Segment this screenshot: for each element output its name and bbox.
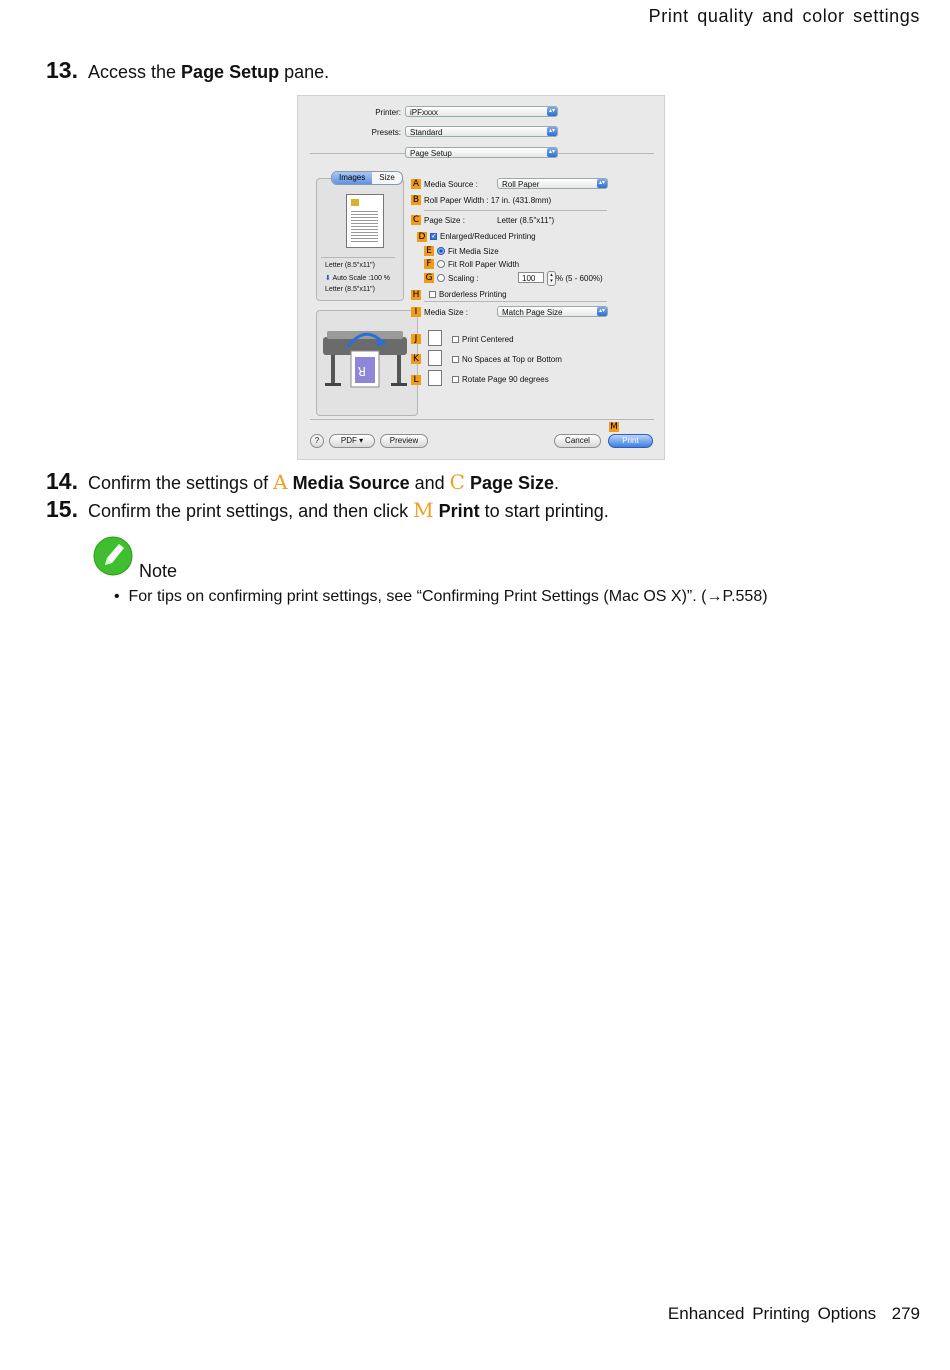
no-spaces-icon	[428, 350, 442, 366]
printer-leg-right	[397, 355, 401, 385]
fit-roll-width-radio[interactable]: Fit Roll Paper Width	[437, 260, 519, 269]
checkbox-icon[interactable]	[452, 376, 459, 383]
printer-popup[interactable]	[405, 106, 558, 117]
presets-popup[interactable]	[405, 126, 558, 137]
popup-arrow-icon: ▴▾	[598, 308, 606, 314]
step-13	[46, 57, 329, 84]
cancel-button[interactable]: Cancel	[554, 434, 601, 448]
tag-a: A	[412, 179, 420, 189]
preview-info-3: Letter (8.5"x11")	[325, 286, 375, 293]
popup-arrow-icon: ▴▾	[548, 149, 556, 155]
printer-illustration-panel	[316, 310, 418, 416]
step-14	[46, 468, 559, 495]
printer-illustration	[317, 311, 417, 415]
help-button[interactable]: ?	[310, 434, 324, 448]
pane-popup[interactable]	[405, 147, 558, 158]
presets-label: Presets:	[371, 128, 401, 137]
popup-arrow-icon: ▴▾	[598, 180, 606, 186]
step-15	[46, 496, 609, 523]
page-setup-dialog	[297, 95, 665, 460]
marker-c: C	[449, 470, 465, 494]
scaling-radio[interactable]: Scaling :	[437, 274, 479, 283]
page-number: 279	[891, 1304, 920, 1323]
tab-size[interactable]: Size	[379, 173, 395, 182]
separator	[424, 210, 607, 211]
page-size-value: Letter (8.5"x11")	[497, 216, 555, 225]
note-text: For tips on confirming print settings, see “Confirming Print Settings (Mac OS X)”. (→P.558)	[128, 588, 768, 605]
thumbnail-image-icon	[351, 199, 359, 206]
popup-arrow-icon: ▴▾	[548, 128, 556, 134]
separator	[321, 257, 395, 258]
tab-bar	[331, 171, 403, 185]
footer-section: Enhanced Printing Options	[667, 1304, 877, 1323]
step-text: Confirm the settings of	[88, 473, 274, 493]
media-source-label: Media Source :	[424, 180, 478, 189]
preview-panel	[316, 178, 404, 301]
print-centered-checkbox[interactable]: Print Centered	[452, 335, 514, 344]
checkbox-icon[interactable]	[452, 356, 459, 363]
scaling-stepper[interactable]: ▴ ▾	[547, 271, 556, 286]
tab-images[interactable]: Images	[332, 172, 372, 184]
arrow-down-icon: ⬇	[325, 275, 331, 282]
step-text-end: to start printing.	[479, 501, 609, 521]
pane-value: Page Setup	[410, 149, 452, 158]
media-size-value: Match Page Size	[502, 308, 563, 317]
step-bold-2: Page Size	[469, 473, 555, 493]
printer-value: iPFxxxx	[410, 108, 438, 117]
enlarged-reduced-checkbox[interactable]: ✓ Enlarged/Reduced Printing	[430, 232, 536, 241]
tag-l: L	[411, 375, 421, 385]
separator	[424, 301, 607, 302]
step-number: 15.	[46, 496, 78, 522]
marker-a: A	[273, 470, 288, 494]
step-bold: Print	[438, 501, 480, 521]
checkbox-checked-icon[interactable]	[430, 233, 437, 240]
step-text-end: .	[554, 473, 560, 493]
checkbox-icon[interactable]	[452, 336, 459, 343]
borderless-checkbox[interactable]: Borderless Printing	[429, 290, 507, 299]
marker-m: M	[413, 498, 434, 522]
page-thumbnail	[346, 194, 384, 248]
printer-leg-left	[331, 355, 335, 385]
tag-j: J	[411, 334, 421, 344]
tag-m: M	[610, 422, 618, 432]
preview-button[interactable]: Preview	[380, 434, 428, 448]
checkbox-icon[interactable]	[429, 291, 436, 298]
page-header: Print quality and color settings	[648, 6, 920, 26]
tag-c: C	[412, 215, 420, 225]
page-size-label: Page Size :	[424, 216, 465, 225]
preview-info-2: ⬇ Auto Scale :100 %	[325, 275, 391, 282]
media-source-popup[interactable]	[497, 178, 608, 189]
rotate-page-checkbox[interactable]: Rotate Page 90 degrees	[452, 375, 549, 384]
printer-foot-left	[325, 383, 341, 386]
step-number: 14.	[46, 468, 78, 494]
presets-value: Standard	[410, 128, 443, 137]
preview-info-1: Letter (8.5"x11")	[325, 262, 375, 269]
separator	[310, 419, 654, 420]
tag-g: G	[425, 273, 433, 283]
no-spaces-checkbox[interactable]: No Spaces at Top or Bottom	[452, 355, 562, 364]
scaling-range: % (5 - 600%)	[556, 274, 603, 283]
step-text: Confirm the print settings, and then click	[88, 501, 414, 521]
printed-glyph: R	[357, 364, 366, 378]
radio-icon[interactable]	[437, 260, 445, 268]
step-bold: Page Setup	[181, 62, 280, 82]
page-footer	[668, 1304, 920, 1324]
printer-foot-right	[391, 383, 407, 386]
tag-d: D	[418, 232, 426, 242]
media-size-popup[interactable]	[497, 306, 608, 317]
thumbnail-lines	[351, 209, 378, 242]
popup-arrow-icon: ▴▾	[548, 108, 556, 114]
step-text: Access the	[88, 62, 182, 82]
bullet: •	[114, 588, 120, 605]
radio-icon[interactable]	[437, 274, 445, 282]
print-centered-icon	[428, 330, 442, 346]
step-text-end: pane.	[279, 62, 330, 82]
tag-i: I	[411, 307, 421, 317]
radio-selected-icon[interactable]	[437, 247, 445, 255]
tag-h: H	[412, 290, 420, 300]
step-bold-1: Media Source	[292, 473, 410, 493]
note-item	[114, 588, 768, 606]
note-label: Note	[139, 561, 178, 581]
print-button[interactable]: Print	[608, 434, 653, 448]
printer-label: Printer:	[375, 108, 401, 117]
tag-e: E	[424, 246, 434, 256]
tag-k: K	[411, 354, 421, 364]
scaling-input[interactable]: 100	[518, 272, 544, 283]
media-source-value: Roll Paper	[502, 180, 540, 189]
tag-b: B	[412, 195, 420, 205]
pdf-button[interactable]: PDF ▾	[329, 434, 375, 448]
roll-paper-width: Roll Paper Width : 17 in. (431.8mm)	[424, 196, 552, 205]
step-number: 13.	[46, 57, 78, 83]
tag-f: F	[424, 259, 434, 269]
step-text-mid: and	[409, 473, 450, 493]
media-size-label: Media Size :	[424, 308, 469, 317]
fit-media-size-radio[interactable]: Fit Media Size	[437, 247, 499, 256]
rotate-page-icon	[428, 370, 442, 386]
note-pencil-icon	[93, 536, 133, 576]
